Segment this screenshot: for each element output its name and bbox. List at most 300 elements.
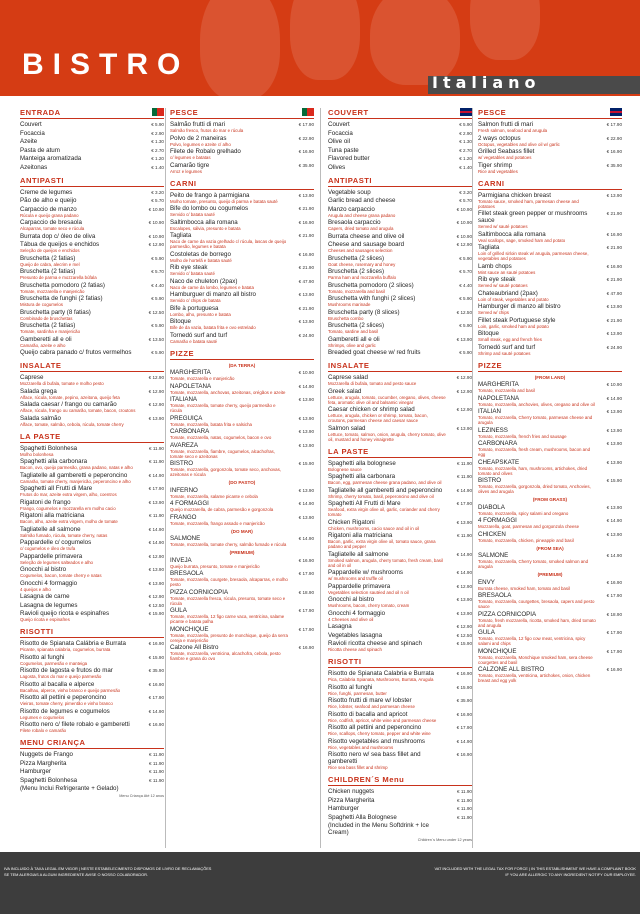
item-description: Tomate, mozzarella, tomate cherry, queijo parmesão e rúcula: [170, 403, 276, 413]
item-name: Calzone All Bistro: [170, 644, 219, 651]
menu-item: [328, 130, 472, 137]
menu-item: [478, 330, 622, 342]
item-name: Lasagna: [328, 623, 352, 630]
menu-item: [20, 415, 164, 427]
item-description: Small steak, egg and french fries: [478, 337, 542, 342]
item-name: Saltimbocca alla romana: [170, 218, 238, 226]
item-description: Filete robalo e camarão: [20, 728, 67, 733]
item-description: Tomate, mozzarella, fiambre, cogumelos, alcachofras, tomate seco e azeitonas: [170, 448, 275, 459]
item-name: Gnocchi al bistro: [20, 566, 67, 573]
item-price: € 14.90: [606, 518, 622, 523]
menu-item: [20, 593, 164, 600]
item-description: Tomate, mozzarella, tomate cherry, salmão fumado e rúcula: [170, 542, 287, 547]
item-name: Bresaola carpaccio: [328, 219, 381, 226]
item-price: € 3.20: [151, 189, 164, 195]
item-price: € 21.90: [298, 305, 314, 311]
menu-item: [478, 344, 622, 356]
item-description: Rice and vegetables: [478, 168, 518, 174]
item-name: Hamburguer di manzo all bistro: [170, 291, 256, 298]
item-price: € 17.90: [606, 648, 622, 654]
item-price: € 13.90: [456, 425, 472, 431]
item-price: € 16.90: [606, 263, 622, 269]
item-name: MARGHERITA: [170, 369, 211, 376]
section-title: COUVERT: [328, 108, 472, 119]
item-description: Presunto de parma e mozzarella búfala: [20, 275, 97, 280]
menu-item: [20, 785, 164, 792]
item-price: € 17.90: [148, 486, 164, 491]
item-price: € 16.90: [298, 149, 314, 154]
item-name: Caprese salad: [328, 374, 368, 381]
menu-item: [328, 309, 472, 321]
column-divider: [165, 108, 166, 848]
item-description: Arroz e legumes: [170, 168, 202, 174]
item-price: € 13.90: [606, 531, 622, 537]
menu-item: [20, 147, 164, 154]
item-name: Olive oil: [328, 138, 351, 145]
item-description: Vegetables selection sautéed and oil n oil: [328, 589, 409, 595]
item-description: c/ legumes e batatas: [170, 155, 211, 160]
item-name: Bitoque: [170, 318, 191, 325]
menu-item: [478, 666, 622, 683]
item-description: Rice, scallops, cherry tomato, pepper and white wine: [328, 731, 431, 736]
item-price: € 13.90: [606, 192, 622, 198]
menu-item: [20, 512, 164, 524]
item-description: Capers, dried tomato and arugula: [328, 226, 394, 231]
item-price: € 16.90: [298, 557, 314, 563]
item-name: Gnocchi 4 formaggio: [328, 609, 386, 617]
section-title: ANTIPASTI: [328, 176, 472, 187]
item-description: Tomate, mozzarella, batata frita e salsicha: [170, 421, 252, 427]
menu-item: [20, 255, 164, 267]
menu-item: [328, 138, 472, 145]
menu-item: [478, 192, 622, 209]
uk-flag-icon: [460, 108, 472, 116]
item-description: Tomate, sardinha e manjericão: [20, 329, 81, 334]
menu-item: [20, 233, 164, 240]
menu-item: [328, 697, 472, 709]
item-price: € 11.90: [149, 459, 164, 464]
menu-item: [20, 155, 164, 162]
item-name: LEZINESS: [478, 426, 508, 434]
menu-item: [170, 148, 314, 160]
item-description: Tomato, mozzarella, 12 figo cow meat, ventricina, spicy salami and chips: [478, 636, 586, 646]
item-description: Rice, codfish, apricot, white wine and parmesan cheese: [328, 717, 437, 723]
menu-item: [20, 708, 164, 720]
menu-item: [328, 374, 472, 386]
section-title: LA PASTE: [328, 447, 472, 458]
item-description: Goat cheese, rosemary and honey: [328, 261, 396, 267]
footer-text: IF YOU ARE ALLERGIC TO ANY INGREDIENT NOTIFY OUR EMPLOYEE.: [505, 872, 636, 877]
item-price: € 16.90: [298, 251, 314, 257]
item-description: Tomato, mozzarella, chicken, pineapple and basil: [478, 537, 574, 543]
menu-item: [328, 268, 472, 280]
item-name: Tornedó surf and turf: [170, 331, 228, 339]
menu-item: [328, 336, 472, 348]
item-price: € 4.40: [151, 282, 164, 288]
item-description: Rice, funghi, parmesan, butter: [328, 690, 387, 696]
item-name: Risotto de lagosta e frutos do mar: [20, 667, 113, 674]
section-title: PESCE: [478, 108, 622, 119]
item-description: Combinado de bruschettas: [20, 315, 73, 321]
item-name: Spaghetti alla carbonara: [20, 458, 88, 465]
item-price: € 18.90: [606, 611, 622, 617]
item-name: Pão de alho e queijo: [20, 197, 77, 204]
section-title: PIZZE: [170, 349, 314, 360]
section-title: INSALATE: [20, 361, 164, 372]
item-description: Loin of grilled sirloin steak w/ arugula, parmesan cheese, vegetables and potatoes: [478, 251, 589, 261]
item-name: Bruschetta (2 fatias): [20, 322, 76, 329]
item-name: Parmigiana chicken breast: [478, 191, 551, 199]
item-name: Ravioli queijo ricota e espinafres: [20, 610, 110, 617]
menu-item: [170, 264, 314, 276]
item-price: € 15.90: [456, 684, 472, 690]
menu-item: [328, 797, 472, 804]
item-description: Frango, cogumelos e mozzarella em molho cacio: [20, 505, 116, 511]
section-title: RISOTTI: [20, 627, 164, 638]
menu-column: [20, 108, 164, 846]
item-price: € 17.90: [456, 725, 472, 730]
item-price: € 16.90: [606, 667, 622, 672]
menu-item: [170, 121, 314, 133]
item-name: Gnocchi al bistro: [328, 596, 375, 603]
menu-item: [478, 317, 622, 329]
pizza-category: (FROM LAND): [534, 374, 566, 380]
item-name: GULA: [170, 607, 187, 614]
item-description: Served w/ sauté potatoes: [478, 224, 528, 229]
menu-item: [478, 381, 622, 393]
item-name: Chicken Rigatoni: [328, 518, 375, 526]
section-title: PESCE: [170, 108, 314, 119]
item-name: Burrata dop c/ óleo de oliva: [20, 232, 96, 240]
item-price: € 18.90: [298, 589, 314, 595]
item-price: € 21.90: [298, 206, 314, 211]
section-title: RISOTTI: [328, 657, 472, 668]
item-price: € 2.70: [151, 147, 164, 153]
menu-item: [20, 610, 164, 622]
item-name: Hamburger: [20, 768, 51, 775]
item-price: € 12.90: [148, 402, 164, 407]
menu-item: [478, 531, 622, 543]
item-price: € 2.90: [459, 130, 472, 136]
item-price: € 13.90: [606, 459, 622, 465]
item-description: Camarão, tomate cherry, manjericão, peperoncino e alho: [20, 478, 131, 484]
header-banner: [0, 0, 640, 96]
menu-item: [478, 517, 622, 529]
item-description: Tomato, mozzarella and basil: [478, 388, 535, 393]
subtitle: Italiano: [432, 73, 541, 92]
item-description: w/ vegetables and potatoes: [478, 155, 532, 160]
item-name: Rigatoni alla matriciana: [20, 512, 85, 519]
menu-item: [328, 206, 472, 218]
menu-item: [20, 602, 164, 609]
item-price: € 17.90: [606, 122, 622, 127]
item-description: Bruschetta combo: [328, 315, 364, 321]
item-name: Hamburger di manzo all bistro: [478, 303, 561, 310]
menu-item: [328, 487, 472, 499]
item-price: € 1.20: [459, 156, 472, 161]
item-name: Carpaccio de bresaola: [20, 219, 82, 226]
item-price: € 3.20: [459, 189, 472, 195]
item-price: € 24.90: [606, 344, 622, 350]
item-description: c/ cogumelos e óleo de trufa: [20, 546, 76, 551]
menu-item: [328, 233, 472, 240]
menu-item: [478, 592, 622, 609]
menu-item: [20, 401, 164, 413]
item-name: Bruschetta party (8 slices): [328, 308, 400, 316]
item-price: € 16.90: [148, 722, 164, 727]
item-description: Cogumelos, parmesão e manteiga: [20, 660, 88, 666]
menu-item: [478, 263, 622, 275]
item-name: Gnocchi 4 formaggio: [20, 579, 78, 587]
footer-text: VAT INCLUDED WITH THE LEGAL TAX FOR FORCE | IN THIS ESTABLISHMENT WE HAVE A COMPLAINT BOOK: [434, 866, 636, 871]
menu-item: [170, 291, 314, 303]
menu-item: [20, 164, 164, 171]
pizza-category: (PREMIUM): [229, 550, 255, 555]
item-description: Shrimp, cherry tomato, basil, peperoncino and olive oil: [328, 493, 434, 499]
menu-item: [328, 623, 472, 630]
menu-item: [20, 282, 164, 294]
pizza-category: (DA TERRA): [228, 362, 256, 368]
item-price: € 17.90: [606, 593, 622, 598]
item-name: Lasagna de carne: [20, 593, 70, 600]
item-name: (Menu Inclui Refrigerante + Gelado): [20, 785, 119, 792]
item-price: € 13.90: [456, 519, 472, 525]
item-price: € 17.90: [298, 571, 314, 576]
portugal-flag-icon: [152, 108, 164, 116]
menu-item: [478, 135, 622, 147]
item-name: Tábua de queijos e enchidos: [20, 241, 100, 248]
item-description: Loin, garlic, smoked ham and potato: [478, 323, 549, 329]
item-price: € 16.90: [606, 149, 622, 154]
menu-item: [20, 309, 164, 321]
item-name: Azeite: [20, 138, 38, 145]
item-description: Tomato, mozzarella, anchovies, olives, oregano and olive oil: [478, 401, 595, 407]
item-name: 4 FORMAGGI: [170, 500, 209, 507]
menu-item: [328, 500, 472, 517]
menu-item: [328, 425, 472, 442]
menu-item: [328, 738, 472, 750]
flame-decoration: [290, 0, 360, 80]
pizza-category: (FROM GRASS): [532, 497, 568, 502]
pizza-category: (PREMIUM): [537, 572, 563, 577]
item-name: ITALIAN: [478, 408, 501, 415]
item-name: DIABOLA: [478, 503, 505, 511]
menu-item: [20, 768, 164, 775]
item-price: € 22.90: [298, 135, 314, 141]
menu-item: [478, 579, 622, 591]
item-name: Vegetable soup: [328, 188, 371, 196]
item-price: € 16.90: [606, 231, 622, 237]
item-name: Tuna paste: [328, 146, 359, 154]
item-description: Mushrooms marinade: [328, 302, 371, 307]
section-title: INSALATE: [328, 361, 472, 372]
item-name: Lasagna de legumes: [20, 601, 78, 609]
section-title: MENU CRIANÇA: [20, 738, 164, 749]
item-price: € 35.90: [298, 162, 314, 168]
item-price: € 47.90: [606, 290, 622, 296]
menu-item: [20, 553, 164, 565]
item-name: Risotto di bacalla and apricot: [328, 710, 408, 718]
item-name: MARGHERITA: [478, 381, 519, 388]
item-price: € 11.90: [457, 460, 472, 466]
menu-item: [170, 415, 314, 427]
menu-item: [20, 130, 164, 137]
item-name: Flavored butter: [328, 155, 370, 162]
item-price: € 13.90: [148, 567, 164, 572]
item-name: Queijo cabra panado c/ frutos vermelhos: [20, 349, 132, 356]
item-price: € 15.90: [606, 478, 622, 483]
item-name: Pappardelle primavera: [328, 582, 391, 590]
item-description: Vieiras, tomate cherry, pimentão e vinho branco: [20, 701, 113, 706]
item-description: Tomate, mozzarella, 12 figo carne vaca, ventricina, salame picante e batata palha: [170, 614, 285, 624]
item-description: Alface, tomate, salmão, cebola, rúcula, tomate cherry: [20, 421, 124, 427]
menu-item: [20, 336, 164, 348]
footer-text: SE TEM ALERGIAS A ALGUM INGREDIENTE AVISE O NOSSO COLABORADOR.: [4, 872, 149, 877]
item-name: Focaccia: [328, 129, 353, 137]
item-description: Veal scallops, sage, smoked ham and potato: [478, 237, 566, 243]
item-price: € 21.90: [606, 277, 622, 282]
item-price: € 15.90: [456, 641, 472, 646]
item-name: PREGUIÇA: [170, 414, 203, 422]
item-description: Shrimp and sauté potatoes: [478, 350, 531, 356]
item-price: € 11.90: [457, 533, 472, 538]
menu-item: [20, 458, 164, 470]
item-description: Cogumelos, bacon, tomate cherry e natas: [20, 573, 102, 578]
item-description: Mushrooms, bacon, cherry tomato, cream: [328, 603, 410, 608]
item-price: € 13.90: [298, 429, 314, 434]
item-price: € 13.90: [298, 487, 314, 493]
item-name: Fillet steak Portuguese style: [478, 316, 556, 324]
item-name: Salada grega: [20, 387, 57, 395]
menu-item: [478, 408, 622, 425]
section-title: PIZZE: [478, 361, 622, 372]
menu-item: [20, 667, 164, 679]
item-description: Tomate, mozzarella, gorgonzola, tomate seco, anchovas, azeitonas e rúcula: [170, 467, 282, 477]
menu-item: [170, 460, 314, 477]
menu-item: [328, 569, 472, 581]
item-price: € 21.90: [298, 265, 314, 270]
item-description: Tomate, mozzarella e manjericão: [20, 288, 85, 294]
item-description: Smoked salmon, arugula, cherry tomato, fresh cream, basil and oil in oil: [328, 557, 443, 568]
item-price: € 17.90: [606, 630, 622, 635]
item-name: CARBONARA: [170, 428, 210, 435]
item-price: € 10.90: [148, 206, 164, 212]
item-description: Lettuce, arugula, chicken or shrimp, tomato, bacon, croutons, parmesan cheese and caesar sauce: [328, 413, 428, 423]
menu-item: [170, 192, 314, 204]
item-price: € 5.90: [151, 296, 164, 301]
item-name: Costoletas de borrego: [170, 250, 231, 258]
item-price: € 10.90: [148, 220, 164, 225]
item-price: € 17.90: [298, 626, 314, 632]
menu-item: [170, 500, 314, 512]
menu-item: [20, 640, 164, 652]
item-description: Tomato, mozzarella, french fries and sausage: [478, 433, 567, 439]
item-price: € 11.90: [457, 474, 472, 479]
item-price: € 13.50: [148, 336, 164, 342]
item-price: € 13.90: [606, 331, 622, 336]
item-name: Tagliata: [170, 232, 192, 239]
menu-item: [20, 388, 164, 400]
item-price: € 12.90: [456, 375, 472, 380]
menu-item: [170, 589, 314, 606]
menu-item: [328, 596, 472, 608]
item-price: € 16.90: [148, 641, 164, 646]
menu-item: [20, 295, 164, 307]
item-name: Bife à portuguesa: [170, 304, 219, 312]
item-price: € 13.90: [298, 442, 314, 448]
item-name: Gamberetti all e oli: [328, 335, 380, 343]
menu-item: [328, 551, 472, 568]
item-description: Molho bolonhesa: [20, 451, 54, 457]
item-description: Tomate, mozzarella fresca, rúcula, presunto, tomate seco e rúcula: [170, 595, 286, 606]
menu-item: [328, 155, 472, 162]
item-price: € 14.90: [298, 383, 314, 389]
item-name: CARBONARA: [478, 440, 518, 447]
item-price: € 12.50: [148, 602, 164, 608]
item-name: Chicken nuggets: [328, 788, 375, 795]
item-name: INFERNO: [170, 486, 198, 494]
item-name: Couvert: [328, 121, 350, 128]
item-price: € 13.90: [456, 336, 472, 342]
menu-item: [20, 777, 164, 784]
item-description: Bolognese sauce: [328, 466, 362, 472]
item-name: Rib eye steak: [170, 264, 208, 271]
item-price: € 16.90: [148, 681, 164, 687]
item-price: € 5.90: [459, 350, 472, 355]
item-name: Saltimbocca alla romana: [478, 230, 546, 238]
item-name: Pappardelle primavera: [20, 552, 83, 560]
item-price: € 13.90: [606, 441, 622, 446]
item-name: Garlic bread and cheese: [328, 197, 396, 204]
item-price: € 13.90: [298, 192, 314, 198]
menu-item: [20, 485, 164, 497]
menu-item: [478, 477, 622, 494]
item-description: Bacalhau, alperce, vinho branco e queijo parmesão: [20, 687, 121, 693]
item-price: € 13.90: [148, 580, 164, 586]
menu-item: [478, 162, 622, 174]
item-name: Pizza Margherita: [328, 796, 375, 804]
item-price: € 13.90: [298, 319, 314, 324]
item-name: GULA: [478, 629, 495, 636]
item-description: Burrata cheese, smoked ham, tomato and basil: [478, 585, 571, 591]
item-price: € 11.90: [149, 752, 164, 757]
item-price: € 1.20: [151, 156, 164, 161]
menu-item: [328, 640, 472, 652]
item-name: Tagliatelle all gamberetti e peperoncino: [20, 471, 128, 479]
menu-item: [170, 251, 314, 263]
item-price: € 5.90: [459, 255, 472, 261]
menu-item: [20, 721, 164, 733]
item-description: Shrimps, olive and garlic: [328, 342, 376, 348]
menu-item: [20, 268, 164, 280]
item-name: Bitoque: [478, 330, 499, 337]
menu-item: [170, 332, 314, 344]
item-price: € 10.90: [456, 206, 472, 212]
item-description: Lagosta, frutos do mar e queijo parmesão: [20, 674, 102, 679]
item-price: € 11.90: [149, 777, 164, 783]
item-name: Risotto nero c/ filete robalo e gamberetti: [20, 721, 130, 728]
item-name: Gamberetti all e oli: [20, 335, 72, 343]
item-description: Tomato, mozzarella, fresh cream, mushrooms, bacon and egg: [478, 447, 591, 457]
item-price: € 13.90: [606, 304, 622, 309]
item-description: Alface, rúcula, frango ou camarão, tomate, bacon, croutons: [20, 408, 136, 413]
item-price: € 14.90: [298, 501, 314, 506]
item-description: Fresh salmon, seafood and arugula: [478, 128, 548, 133]
menu-item: [328, 670, 472, 682]
menu-item: [328, 197, 472, 204]
item-price: € 12.90: [456, 407, 472, 412]
item-name: Naco de chuleton (2pax): [170, 277, 238, 285]
